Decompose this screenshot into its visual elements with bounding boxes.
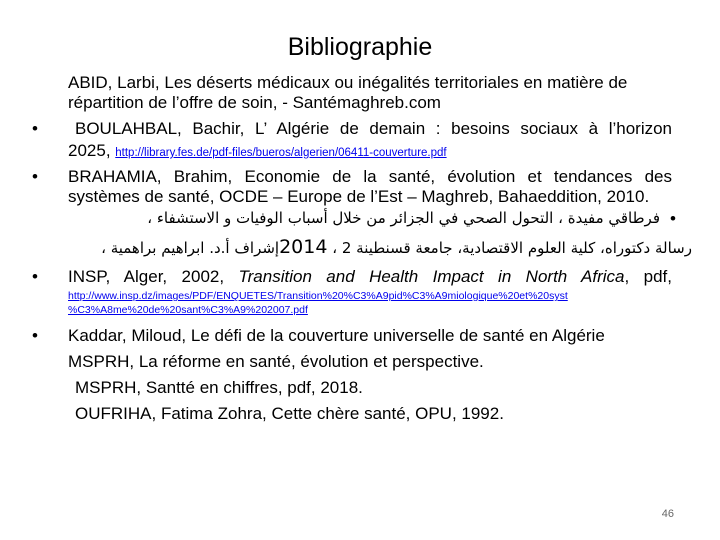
ref-arabic-year: 2014 (279, 236, 328, 258)
ref-msprh-2: MSPRH, Santté en chiffres, pdf, 2018. (75, 378, 363, 397)
ref-oufriha: OUFRIHA, Fatima Zohra, Cette chère santé, OPU, 1992. (75, 404, 504, 423)
ref-boulahbal-year: 2025, (68, 141, 116, 160)
ref-insp-line-1 (68, 266, 672, 287)
ref-arabic-line-1: فرطاقي مفيدة ، التحول الصحي في الجزائر من خلال أسباب الوفيات و الاستشفاء ، (147, 209, 660, 227)
ref-abid-line-1: ABID, Larbi, Les déserts médicaux ou inégalités territoriales en matière de (68, 73, 628, 92)
slide-title: Bibliographie (287, 33, 433, 61)
ref-insp-title: Transition and Health Impact in North Africa (238, 267, 625, 286)
ref-brahamia-line-2: systèmes de santé, OCDE – Europe de l’Est – Maghreb, Bahaeddition, 2010. (68, 187, 650, 206)
ref-insp-author: INSP, Alger, 2002, (68, 267, 239, 286)
ref-msprh-1: MSPRH, La réforme en santé, évolution et perspective. (68, 352, 484, 371)
ref-boulahbal-line-2 (68, 140, 447, 164)
page-number: 46 (661, 508, 674, 520)
ref-arabic-line-2 (101, 236, 692, 259)
ref-kaddar: Kaddar, Miloud, Le défi de la couverture universelle de santé en Algérie (68, 326, 605, 345)
bullet: • (32, 119, 38, 138)
ref-arabic-part-1: رسالة دكتوراه، كلية العلوم الاقتصادية، جامعة قسنطينة 2 ، (327, 239, 692, 257)
ref-insp-link-line-2[interactable]: %C3%A8me%20de%20sant%C3%A9%202007.pdf (68, 304, 308, 316)
ref-insp-link-line-1[interactable]: http://www.insp.dz/images/PDF/ENQUETES/Transition%20%C3%A9pid%C3%A9miologique%20et%20syst (68, 290, 568, 302)
ref-brahamia-line-1: BRAHAMIA, Brahim, Economie de la santé, évolution et tendances des (68, 167, 672, 186)
bullet: • (670, 209, 676, 228)
ref-boulahbal-link[interactable]: http://library.fes.de/pdf-files/bueros/algerien/06411-couverture.pdf (115, 147, 447, 159)
bullet: • (32, 326, 38, 345)
bullet: • (32, 267, 38, 286)
ref-boulahbal-line-1: BOULAHBAL, Bachir, L’ Algérie de demain : besoins sociaux à l’horizon (75, 119, 672, 138)
ref-arabic-part-2: إشراف أ.د. ابراهيم براهمية ، (101, 239, 280, 257)
bullet: • (32, 167, 38, 186)
ref-insp-format: , pdf, (624, 267, 672, 286)
ref-abid-line-2: répartition de l’offre de soin, - Santémaghreb.com (68, 93, 441, 112)
